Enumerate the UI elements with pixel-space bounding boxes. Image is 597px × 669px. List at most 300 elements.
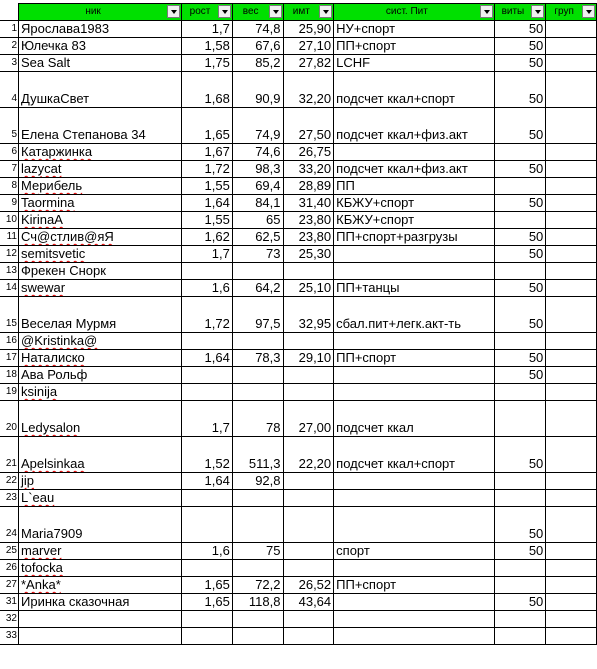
- row-number: [0, 611, 19, 628]
- cell-weight[interactable]: [232, 384, 283, 401]
- cell-group[interactable]: [546, 178, 597, 195]
- cell-nick-text: lazycat: [21, 161, 62, 176]
- row-number: [0, 401, 19, 437]
- cell-bmi[interactable]: [283, 38, 334, 55]
- cell-bmi[interactable]: [283, 543, 334, 560]
- cell-nick[interactable]: [19, 55, 182, 72]
- cell-nick[interactable]: [19, 611, 182, 628]
- cell-nutrition-system[interactable]: [334, 350, 494, 367]
- cell-group[interactable]: [546, 297, 597, 333]
- cell-group[interactable]: [546, 437, 597, 473]
- cell-height[interactable]: [182, 333, 233, 350]
- cell-group[interactable]: [546, 280, 597, 297]
- cell-height[interactable]: [182, 178, 233, 195]
- cell-group[interactable]: [546, 401, 597, 437]
- cell-weight[interactable]: [232, 560, 283, 577]
- cell-vitamins[interactable]: [494, 560, 546, 577]
- cell-bmi[interactable]: [283, 473, 334, 490]
- cell-weight[interactable]: [232, 611, 283, 628]
- cell-nick[interactable]: [19, 594, 182, 611]
- cell-nick[interactable]: [19, 108, 182, 144]
- cell-height[interactable]: [182, 144, 233, 161]
- cell-bmi[interactable]: [283, 55, 334, 72]
- cell-nutrition-system[interactable]: [334, 594, 494, 611]
- cell-nutrition-system[interactable]: [334, 38, 494, 55]
- row-number-text: 25: [5, 545, 17, 556]
- filter-dropdown-icon[interactable]: [167, 5, 180, 18]
- cell-nick-text: jip: [21, 473, 35, 488]
- filter-dropdown-icon[interactable]: [582, 5, 595, 18]
- cell-group[interactable]: [546, 367, 597, 384]
- cell-group[interactable]: [546, 108, 597, 144]
- row-number-text: 15: [5, 318, 17, 329]
- cell-nutrition-system[interactable]: [334, 21, 494, 38]
- cell-vitamins[interactable]: [494, 108, 546, 144]
- cell-vitamins[interactable]: [494, 280, 546, 297]
- cell-vitamins-text: 50: [528, 38, 544, 53]
- table-row: [0, 611, 597, 628]
- cell-nutrition-system-text: подсчет ккал+спорт: [336, 91, 455, 106]
- cell-nutrition-system[interactable]: [334, 108, 494, 144]
- cell-weight-text: 511,3: [248, 456, 281, 471]
- cell-bmi-text: 23,80: [298, 212, 332, 227]
- cell-bmi[interactable]: [283, 401, 334, 437]
- cell-weight[interactable]: [232, 72, 283, 108]
- cell-group[interactable]: [546, 611, 597, 628]
- cell-nick[interactable]: [19, 333, 182, 350]
- cell-vitamins[interactable]: [494, 229, 546, 246]
- cell-nutrition-system[interactable]: [334, 144, 494, 161]
- cell-height-text: 1,72: [204, 161, 230, 176]
- cell-bmi[interactable]: [283, 229, 334, 246]
- cell-weight[interactable]: [232, 543, 283, 560]
- cell-weight[interactable]: [232, 350, 283, 367]
- cell-nutrition-system[interactable]: [334, 280, 494, 297]
- cell-weight[interactable]: [232, 144, 283, 161]
- cell-bmi[interactable]: [283, 161, 334, 178]
- cell-nutrition-system[interactable]: [334, 55, 494, 72]
- cell-group[interactable]: [546, 350, 597, 367]
- row-number-text: 32: [5, 613, 17, 624]
- cell-nutrition-system[interactable]: [334, 611, 494, 628]
- cell-vitamins[interactable]: [494, 212, 546, 229]
- row-number-text: 13: [5, 265, 17, 276]
- cell-group[interactable]: [546, 21, 597, 38]
- cell-vitamins[interactable]: [494, 178, 546, 195]
- cell-height[interactable]: [182, 161, 233, 178]
- cell-bmi[interactable]: [283, 178, 334, 195]
- cell-height[interactable]: [182, 55, 233, 72]
- cell-nutrition-system-text: ПП+спорт: [336, 38, 397, 53]
- table-row: [0, 437, 597, 473]
- row-number-text: 4: [11, 93, 17, 104]
- cell-nutrition-system[interactable]: [334, 72, 494, 108]
- cell-bmi[interactable]: [283, 195, 334, 212]
- cell-nutrition-system-text: подсчет ккал+физ.акт: [336, 127, 468, 142]
- cell-weight[interactable]: [232, 280, 283, 297]
- cell-bmi[interactable]: [283, 333, 334, 350]
- cell-group[interactable]: [546, 195, 597, 212]
- cell-bmi[interactable]: [283, 384, 334, 401]
- row-number: [0, 195, 19, 212]
- cell-group[interactable]: [546, 263, 597, 280]
- column-header-weight[interactable]: [232, 4, 283, 21]
- cell-vitamins[interactable]: [494, 401, 546, 437]
- cell-nick[interactable]: [19, 161, 182, 178]
- cell-height[interactable]: [182, 611, 233, 628]
- cell-height[interactable]: [182, 72, 233, 108]
- column-header-bmi[interactable]: [283, 4, 334, 21]
- row-number: [0, 367, 19, 384]
- cell-nick[interactable]: [19, 490, 182, 507]
- cell-vitamins[interactable]: [494, 263, 546, 280]
- cell-height[interactable]: [182, 280, 233, 297]
- cell-weight[interactable]: [232, 473, 283, 490]
- cell-vitamins[interactable]: [494, 195, 546, 212]
- cell-group[interactable]: [546, 384, 597, 401]
- cell-nutrition-system-text: ПП: [336, 178, 355, 193]
- cell-vitamins[interactable]: [494, 594, 546, 611]
- cell-bmi[interactable]: [283, 628, 334, 645]
- cell-group[interactable]: [546, 144, 597, 161]
- cell-nick-text: marver: [21, 543, 62, 558]
- cell-group[interactable]: [546, 229, 597, 246]
- cell-nutrition-system[interactable]: [334, 490, 494, 507]
- cell-height[interactable]: [182, 246, 233, 263]
- cell-bmi[interactable]: [283, 507, 334, 543]
- cell-height[interactable]: [182, 108, 233, 144]
- cell-height[interactable]: [182, 38, 233, 55]
- cell-nick[interactable]: [19, 178, 182, 195]
- cell-vitamins-text: 50: [528, 594, 544, 609]
- cell-nick[interactable]: [19, 38, 182, 55]
- cell-bmi[interactable]: [283, 367, 334, 384]
- cell-bmi-text: 23,80: [298, 229, 332, 244]
- cell-weight[interactable]: [232, 367, 283, 384]
- row-number: [0, 543, 19, 560]
- cell-vitamins-text: 50: [528, 456, 544, 471]
- cell-vitamins[interactable]: [494, 543, 546, 560]
- cell-group[interactable]: [546, 38, 597, 55]
- cell-bmi[interactable]: [283, 297, 334, 333]
- row-number: [0, 38, 19, 55]
- cell-group[interactable]: [546, 473, 597, 490]
- cell-weight-text: 118,8: [248, 594, 281, 609]
- cell-weight[interactable]: [232, 246, 283, 263]
- cell-nutrition-system[interactable]: [334, 229, 494, 246]
- cell-weight[interactable]: [232, 437, 283, 473]
- cell-bmi[interactable]: [283, 577, 334, 594]
- cell-nutrition-system-text: ПП+танцы: [336, 280, 400, 295]
- row-number-text: 17: [5, 352, 17, 363]
- cell-weight[interactable]: [232, 297, 283, 333]
- cell-height-text: 1,58: [204, 38, 230, 53]
- row-number-text: 19: [5, 386, 17, 397]
- cell-group[interactable]: [546, 543, 597, 560]
- cell-vitamins[interactable]: [494, 473, 546, 490]
- cell-nick[interactable]: [19, 437, 182, 473]
- row-number-text: 5: [11, 129, 17, 140]
- cell-group[interactable]: [546, 577, 597, 594]
- row-number-text: 16: [5, 335, 17, 346]
- cell-height[interactable]: [182, 350, 233, 367]
- cell-height[interactable]: [182, 490, 233, 507]
- cell-height[interactable]: [182, 367, 233, 384]
- cell-weight[interactable]: [232, 108, 283, 144]
- cell-nick[interactable]: [19, 628, 182, 645]
- cell-weight[interactable]: [232, 594, 283, 611]
- cell-bmi-text: 22,20: [298, 456, 332, 471]
- cell-nutrition-system[interactable]: [334, 543, 494, 560]
- cell-nick-text: Сч@стлив@яЯ: [21, 229, 114, 244]
- cell-nick[interactable]: [19, 560, 182, 577]
- cell-nick[interactable]: [19, 280, 182, 297]
- row-number: [0, 490, 19, 507]
- cell-bmi[interactable]: [283, 490, 334, 507]
- cell-nutrition-system[interactable]: [334, 577, 494, 594]
- cell-weight[interactable]: [232, 212, 283, 229]
- cell-weight[interactable]: [232, 263, 283, 280]
- cell-height[interactable]: [182, 212, 233, 229]
- cell-nutrition-system[interactable]: [334, 437, 494, 473]
- cell-height-text: 1,64: [204, 350, 230, 365]
- cell-weight-text: 64,2: [255, 280, 281, 295]
- cell-weight[interactable]: [232, 195, 283, 212]
- cell-weight[interactable]: [232, 21, 283, 38]
- cell-nutrition-system[interactable]: [334, 263, 494, 280]
- cell-group[interactable]: [546, 594, 597, 611]
- row-number: [0, 577, 19, 594]
- cell-nick[interactable]: [19, 473, 182, 490]
- cell-height-text: 1,72: [204, 316, 230, 331]
- cell-vitamins[interactable]: [494, 72, 546, 108]
- column-header-group[interactable]: [546, 4, 597, 21]
- cell-height[interactable]: [182, 229, 233, 246]
- cell-nick[interactable]: [19, 507, 182, 543]
- cell-nutrition-system[interactable]: [334, 195, 494, 212]
- cell-vitamins[interactable]: [494, 333, 546, 350]
- cell-bmi-text: 27,10: [298, 38, 332, 53]
- cell-vitamins[interactable]: [494, 246, 546, 263]
- cell-nick-text: @Kristinka@: [21, 333, 98, 348]
- column-header-label: рост: [189, 6, 211, 17]
- cell-height-text: 1,7: [211, 246, 230, 261]
- cell-height[interactable]: [182, 594, 233, 611]
- cell-nutrition-system[interactable]: [334, 384, 494, 401]
- cell-vitamins[interactable]: [494, 611, 546, 628]
- cell-bmi[interactable]: [283, 560, 334, 577]
- cell-nick[interactable]: [19, 144, 182, 161]
- cell-bmi[interactable]: [283, 280, 334, 297]
- column-header-vitamins[interactable]: [494, 4, 546, 21]
- cell-vitamins[interactable]: [494, 21, 546, 38]
- cell-nick-text: Sea Salt: [21, 55, 71, 70]
- cell-group[interactable]: [546, 507, 597, 543]
- cell-vitamins[interactable]: [494, 350, 546, 367]
- cell-weight-text: 67,6: [255, 38, 281, 53]
- cell-bmi[interactable]: [283, 263, 334, 280]
- cell-height[interactable]: [182, 473, 233, 490]
- cell-nick[interactable]: [19, 350, 182, 367]
- cell-weight[interactable]: [232, 161, 283, 178]
- cell-height[interactable]: [182, 577, 233, 594]
- cell-nutrition-system[interactable]: [334, 246, 494, 263]
- cell-weight[interactable]: [232, 229, 283, 246]
- cell-group[interactable]: [546, 55, 597, 72]
- cell-height[interactable]: [182, 297, 233, 333]
- cell-bmi[interactable]: [283, 21, 334, 38]
- cell-nutrition-system[interactable]: [334, 178, 494, 195]
- cell-bmi[interactable]: [283, 212, 334, 229]
- filter-dropdown-icon[interactable]: [319, 5, 332, 18]
- cell-vitamins-text: 50: [528, 316, 544, 331]
- cell-nick[interactable]: [19, 229, 182, 246]
- cell-bmi[interactable]: [283, 246, 334, 263]
- cell-bmi[interactable]: [283, 108, 334, 144]
- cell-nutrition-system-text: КБЖУ+спорт: [336, 195, 415, 210]
- cell-bmi-text: 29,10: [298, 350, 332, 365]
- cell-group[interactable]: [546, 161, 597, 178]
- cell-group[interactable]: [546, 628, 597, 645]
- cell-weight-text: 74,6: [255, 144, 281, 159]
- cell-bmi[interactable]: [283, 594, 334, 611]
- cell-nick[interactable]: [19, 401, 182, 437]
- column-header-nutrition-system[interactable]: [334, 4, 494, 21]
- cell-vitamins[interactable]: [494, 384, 546, 401]
- cell-bmi-text: 33,20: [298, 161, 332, 176]
- cell-vitamins[interactable]: [494, 297, 546, 333]
- cell-height[interactable]: [182, 21, 233, 38]
- cell-nick[interactable]: [19, 384, 182, 401]
- cell-nick-text: Фрекен Снорк: [21, 263, 106, 278]
- cell-height[interactable]: [182, 628, 233, 645]
- row-number-text: 33: [5, 630, 17, 641]
- cell-vitamins[interactable]: [494, 367, 546, 384]
- filter-dropdown-icon[interactable]: [218, 5, 231, 18]
- cell-bmi[interactable]: [283, 72, 334, 108]
- cell-vitamins[interactable]: [494, 55, 546, 72]
- cell-vitamins[interactable]: [494, 628, 546, 645]
- table-row: [0, 350, 597, 367]
- cell-weight-text: 85,2: [255, 55, 281, 70]
- cell-height-text: 1,68: [204, 91, 230, 106]
- cell-nutrition-system[interactable]: [334, 628, 494, 645]
- cell-nick[interactable]: [19, 367, 182, 384]
- cell-nutrition-system-text: ПП+спорт: [336, 350, 397, 365]
- cell-weight[interactable]: [232, 577, 283, 594]
- cell-nick[interactable]: [19, 72, 182, 108]
- cell-nick[interactable]: [19, 577, 182, 594]
- cell-nutrition-system[interactable]: [334, 401, 494, 437]
- cell-vitamins[interactable]: [494, 577, 546, 594]
- cell-nick[interactable]: [19, 543, 182, 560]
- cell-group[interactable]: [546, 560, 597, 577]
- cell-nutrition-system[interactable]: [334, 212, 494, 229]
- cell-height[interactable]: [182, 543, 233, 560]
- cell-height-text: 1,67: [204, 144, 230, 159]
- corner-cell: [0, 4, 19, 21]
- cell-vitamins[interactable]: [494, 144, 546, 161]
- cell-vitamins[interactable]: [494, 38, 546, 55]
- cell-nick[interactable]: [19, 195, 182, 212]
- cell-bmi[interactable]: [283, 437, 334, 473]
- column-header-height[interactable]: [182, 4, 233, 21]
- cell-weight[interactable]: [232, 507, 283, 543]
- column-header-nick[interactable]: [19, 4, 182, 21]
- cell-height[interactable]: [182, 507, 233, 543]
- cell-weight[interactable]: [232, 490, 283, 507]
- cell-vitamins[interactable]: [494, 161, 546, 178]
- cell-height[interactable]: [182, 195, 233, 212]
- filter-dropdown-icon[interactable]: [269, 5, 282, 18]
- cell-nutrition-system[interactable]: [334, 333, 494, 350]
- cell-nick[interactable]: [19, 212, 182, 229]
- cell-vitamins[interactable]: [494, 437, 546, 473]
- cell-bmi-text: 43,64: [298, 594, 332, 609]
- column-header-label: имт: [292, 6, 310, 17]
- filter-dropdown-icon[interactable]: [480, 5, 493, 18]
- cell-weight[interactable]: [232, 55, 283, 72]
- cell-nutrition-system[interactable]: [334, 367, 494, 384]
- cell-group[interactable]: [546, 246, 597, 263]
- cell-bmi[interactable]: [283, 144, 334, 161]
- cell-height[interactable]: [182, 384, 233, 401]
- cell-nick[interactable]: [19, 21, 182, 38]
- cell-group[interactable]: [546, 490, 597, 507]
- cell-vitamins[interactable]: [494, 490, 546, 507]
- cell-nick[interactable]: [19, 297, 182, 333]
- row-number-text: 11: [6, 231, 17, 242]
- cell-nutrition-system[interactable]: [334, 161, 494, 178]
- cell-nick-text: swewar: [21, 280, 66, 295]
- cell-group[interactable]: [546, 212, 597, 229]
- cell-weight[interactable]: [232, 333, 283, 350]
- cell-weight[interactable]: [232, 401, 283, 437]
- cell-bmi[interactable]: [283, 350, 334, 367]
- row-number: [0, 72, 19, 108]
- cell-nick-text: Apelsinkaa: [21, 456, 85, 471]
- cell-nutrition-system[interactable]: [334, 560, 494, 577]
- row-number: [0, 178, 19, 195]
- cell-nutrition-system[interactable]: [334, 473, 494, 490]
- cell-nick[interactable]: [19, 263, 182, 280]
- cell-group[interactable]: [546, 72, 597, 108]
- table-row: [0, 560, 597, 577]
- cell-vitamins[interactable]: [494, 507, 546, 543]
- cell-nutrition-system[interactable]: [334, 507, 494, 543]
- filter-dropdown-icon[interactable]: [531, 5, 544, 18]
- row-number-text: 7: [11, 163, 17, 174]
- cell-nick[interactable]: [19, 246, 182, 263]
- row-number-text: 23: [5, 492, 17, 503]
- cell-vitamins-text: 50: [528, 350, 544, 365]
- cell-height[interactable]: [182, 437, 233, 473]
- cell-weight[interactable]: [232, 38, 283, 55]
- row-number: [0, 280, 19, 297]
- cell-height[interactable]: [182, 263, 233, 280]
- cell-height[interactable]: [182, 560, 233, 577]
- cell-group[interactable]: [546, 333, 597, 350]
- cell-bmi[interactable]: [283, 611, 334, 628]
- cell-nutrition-system-text: подсчет ккал+спорт: [336, 456, 455, 471]
- cell-nutrition-system[interactable]: [334, 297, 494, 333]
- cell-height[interactable]: [182, 401, 233, 437]
- column-header-label: вес: [242, 6, 259, 17]
- cell-nick-text: Елена Степанова 34: [21, 127, 146, 142]
- cell-weight[interactable]: [232, 178, 283, 195]
- cell-nick-text: *Anka*: [21, 577, 61, 592]
- cell-weight[interactable]: [232, 628, 283, 645]
